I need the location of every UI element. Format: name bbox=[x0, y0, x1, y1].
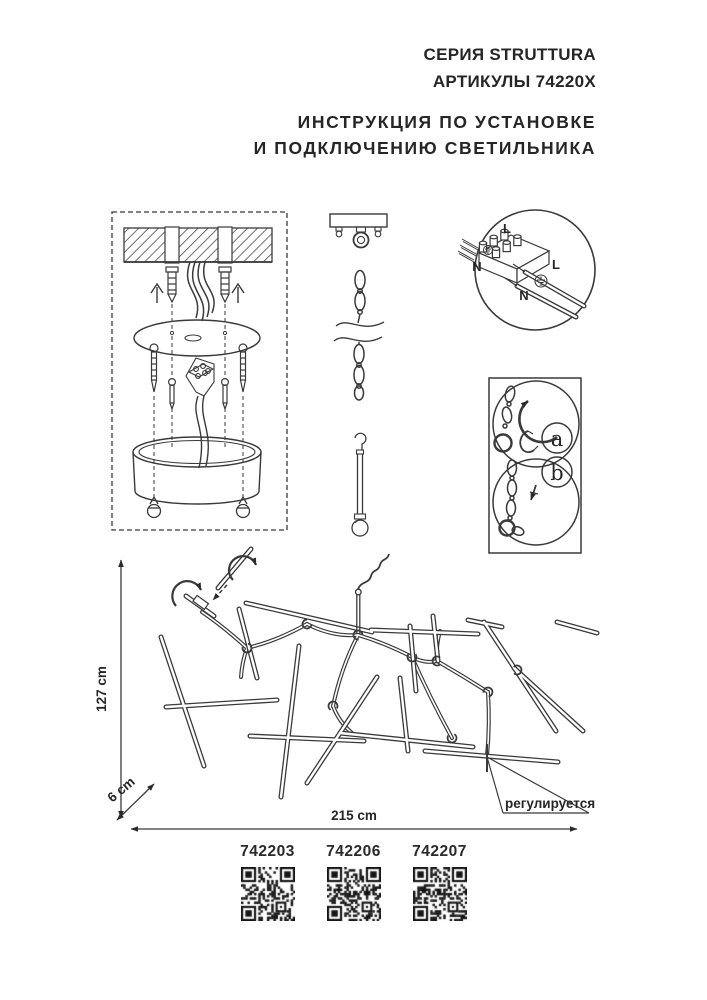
step-b-circle bbox=[493, 457, 579, 545]
ceiling-hatch bbox=[124, 227, 272, 263]
svg-text:6 cm: 6 cm bbox=[104, 773, 138, 806]
step-a-circle bbox=[493, 381, 579, 467]
articles-title: АРТИКУЛЫ 74220X bbox=[432, 72, 596, 91]
canopy-wires bbox=[196, 396, 208, 468]
step-b-chain bbox=[500, 460, 526, 537]
wire-live-label: L bbox=[552, 257, 560, 272]
step-b-label: b bbox=[550, 461, 564, 485]
svg-text:215 cm: 215 cm bbox=[331, 808, 377, 823]
chandelier-drawing bbox=[161, 549, 597, 797]
terminal-neutral-label: N bbox=[472, 259, 482, 274]
dimensions bbox=[94, 560, 595, 829]
suspension-parts bbox=[330, 214, 387, 536]
ceiling-wires bbox=[188, 262, 215, 321]
article-qr-codes bbox=[229, 843, 478, 921]
wire-neutral-label: N bbox=[519, 288, 529, 303]
power-cable bbox=[356, 554, 390, 634]
qr-code bbox=[413, 867, 467, 921]
instruction-title-line1: ИНСТРУКЦИЯ ПО УСТАНОВКЕ bbox=[297, 112, 596, 132]
svg-text:регулируется: регулируется bbox=[505, 796, 596, 811]
wiring-detail-circle bbox=[458, 210, 595, 330]
terminal-block-small bbox=[186, 358, 214, 396]
hanging-rod bbox=[352, 433, 368, 536]
article-item bbox=[229, 843, 306, 921]
qr-code bbox=[241, 867, 295, 921]
insert-arrow-icon bbox=[530, 485, 538, 500]
joint-clips bbox=[243, 619, 524, 744]
terminal-block bbox=[458, 229, 549, 283]
article-code: 742207 bbox=[412, 843, 467, 860]
instruction-title-line2: И ПОДКЛЮЧЕНИЮ СВЕТИЛЬНИКА bbox=[253, 138, 596, 158]
ceiling-mount-diagram bbox=[112, 212, 287, 530]
terminal-live-label: L bbox=[503, 221, 511, 236]
rod-install-detail bbox=[172, 556, 256, 609]
article-code: 742203 bbox=[240, 843, 295, 860]
dimension-depth bbox=[104, 774, 154, 820]
mounting-plate bbox=[134, 320, 260, 356]
canopy bbox=[133, 437, 261, 504]
adjustable-label bbox=[487, 757, 595, 813]
svg-text:127 cm: 127 cm bbox=[94, 666, 109, 712]
rod-collar bbox=[193, 595, 208, 609]
article-item bbox=[401, 843, 478, 921]
step-a-chain bbox=[495, 385, 517, 451]
projection-lines bbox=[154, 304, 243, 498]
article-item bbox=[315, 843, 392, 921]
dimension-width bbox=[131, 808, 577, 829]
article-code: 742206 bbox=[326, 843, 381, 860]
series-title: СЕРИЯ STRUTTURA bbox=[423, 45, 596, 64]
cap-nut-icon bbox=[148, 497, 250, 518]
assembly-steps-box bbox=[489, 378, 581, 553]
ceiling-bracket-side bbox=[330, 214, 387, 248]
qr-code bbox=[327, 867, 381, 921]
dimension-height bbox=[94, 560, 121, 818]
chain bbox=[334, 271, 384, 401]
step-a-label: a bbox=[550, 427, 564, 451]
